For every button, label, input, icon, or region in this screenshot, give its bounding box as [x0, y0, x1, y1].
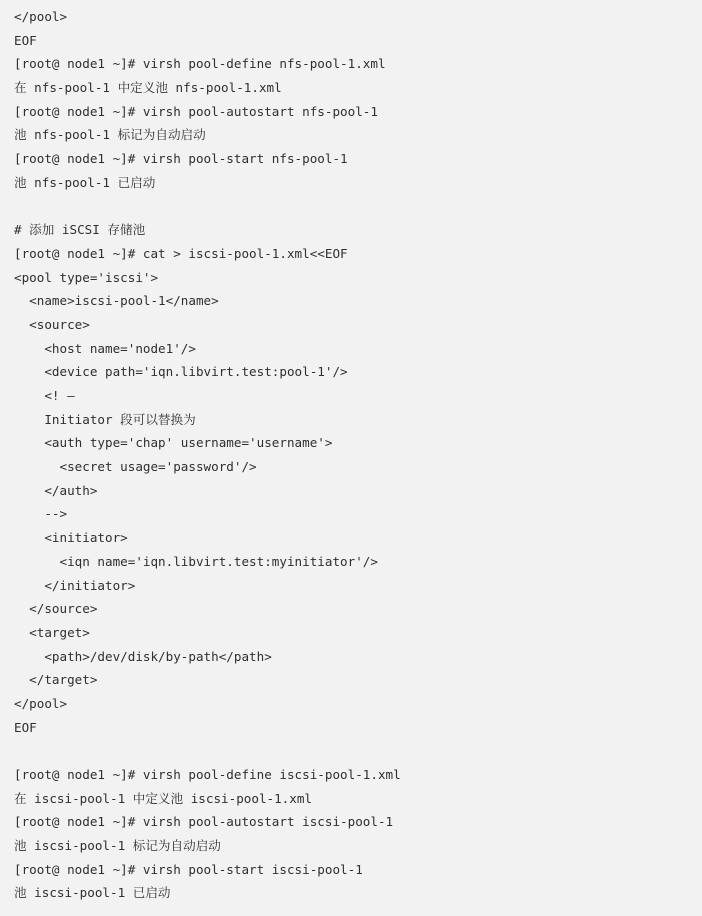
code-line: [root@ node1 ~]# virsh pool-start nfs-pool-1	[14, 151, 348, 167]
code-line: </target>	[14, 672, 98, 688]
code-line: <auth type='chap' username='username'>	[14, 435, 333, 451]
code-line: 在 iscsi-pool-1 中定义池 iscsi-pool-1.xml	[14, 790, 313, 806]
code-line: </pool>	[14, 9, 68, 24]
code-comment-line: # 添加 iSCSI 存储池	[14, 222, 146, 238]
code-line: <secret usage='password'/>	[14, 459, 257, 475]
code-line: <device path='iqn.libvirt.test:pool-1'/>	[14, 364, 348, 380]
code-line: 池 nfs-pool-1 已启动	[14, 174, 156, 190]
code-line: 池 iscsi-pool-1 已启动	[14, 885, 171, 901]
code-line: <iqn name='iqn.libvirt.test:myinitiator'/>	[14, 553, 378, 569]
code-line: <host name='node1'/>	[14, 340, 196, 356]
code-line: <! —	[14, 388, 75, 403]
code-line: EOF	[14, 32, 37, 48]
code-line: <name>iscsi-pool-1</name>	[14, 293, 219, 309]
code-line: </pool>	[14, 695, 68, 711]
code-line: [root@ node1 ~]# virsh pool-define nfs-pool-1.xml	[14, 56, 386, 72]
blank-line	[14, 195, 702, 219]
blank-line	[14, 739, 702, 763]
code-line: </auth>	[14, 482, 98, 498]
code-line: <initiator>	[14, 530, 128, 546]
code-line: [root@ node1 ~]# virsh pool-autostart nfs-pool-1	[14, 103, 378, 119]
code-line: <source>	[14, 316, 90, 332]
code-line: <pool type='iscsi'>	[14, 269, 159, 285]
code-line: </initiator>	[14, 577, 136, 593]
code-line: 池 nfs-pool-1 标记为自动启动	[14, 127, 206, 143]
code-line: 在 nfs-pool-1 中定义池 nfs-pool-1.xml	[14, 80, 282, 96]
code-line: </source>	[14, 601, 98, 617]
code-line: [root@ node1 ~]# virsh pool-start iscsi-pool-1	[14, 861, 363, 877]
code-line: <target>	[14, 624, 90, 640]
code-line: [root@ node1 ~]# virsh pool-autostart iscsi-pool-1	[14, 814, 394, 830]
code-line: 池 iscsi-pool-1 标记为自动启动	[14, 838, 221, 854]
code-line: EOF	[14, 719, 37, 735]
code-line: Initiator 段可以替换为	[14, 411, 196, 427]
code-line: [root@ node1 ~]# virsh pool-define iscsi-pool-1.xml	[14, 767, 401, 782]
code-line: [root@ node1 ~]# cat > iscsi-pool-1.xml<<EOF	[14, 245, 348, 261]
code-line: <path>/dev/disk/by-path</path>	[14, 648, 272, 664]
code-line: -->	[14, 506, 68, 522]
